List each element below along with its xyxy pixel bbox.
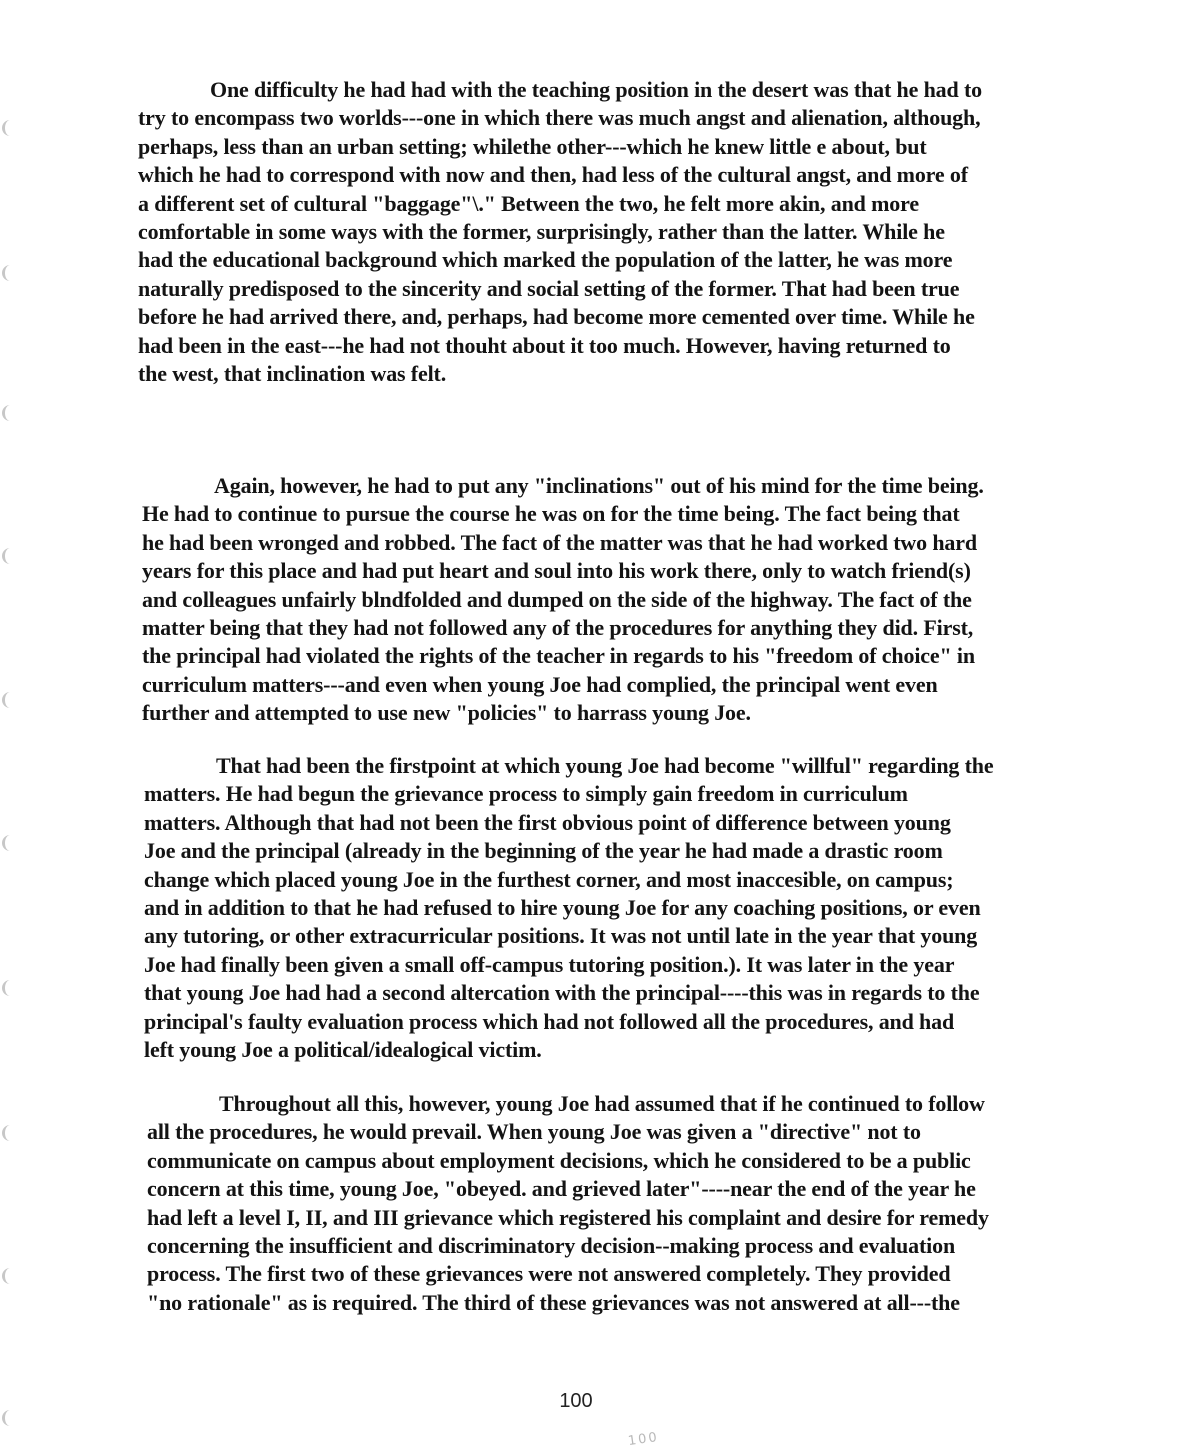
binder-hole-mark: [2, 1410, 15, 1426]
text-line: communicate on campus about employment decisions, which he considered to be a public: [147, 1147, 971, 1173]
text-line: curriculum matters---and even when young Joe had complied, the principal went even: [142, 671, 938, 697]
text-line: further and attempted to use new "policies" to harrass young Joe.: [142, 700, 751, 726]
text-line: try to encompass two worlds---one in which there was much angst and alienation, although,: [138, 105, 981, 131]
text-line: that young Joe had had a second altercation with the principal----this was in regards to the: [144, 980, 980, 1006]
text-line: principal's faulty evaluation process which had not followed all the procedures, and had: [144, 1008, 955, 1034]
body-paragraph-3: [144, 752, 1094, 1064]
text-line: all the procedures, he would prevail. When young Joe was given a "directive" not to: [147, 1119, 921, 1145]
text-line: had left a level I, II, and III grievance which registered his complaint and desire for remedy: [147, 1204, 989, 1230]
text-line: which he had to correspond with now and then, had less of the cultural angst, and more of: [138, 162, 968, 188]
text-line: and in addition to that he had refused to hire young Joe for any coaching positions, or even: [144, 895, 981, 921]
binder-hole-mark: [2, 548, 15, 564]
text-line: years for this place and had put heart and soul into his work there, only to watch friend(s): [142, 558, 971, 584]
binder-hole-mark: [2, 265, 15, 281]
text-line: "no rationale" as is required. The third of these grievances was not answered at all---the: [147, 1289, 960, 1315]
handwritten-page-mark: 100: [627, 1429, 660, 1450]
page-number: 100: [559, 1390, 593, 1412]
text-line: left young Joe a political/idealogical victim.: [144, 1037, 542, 1063]
binder-hole-mark: [2, 980, 15, 996]
text-line: and colleagues unfairly blndfolded and dumped on the side of the highway. The fact of the: [142, 586, 972, 612]
binder-hole-mark: [2, 1268, 15, 1284]
text-line: the principal had violated the rights of the teacher in regards to his "freedom of choice" in: [142, 643, 975, 669]
binder-hole-mark: [2, 692, 15, 708]
text-line: Joe had finally been given a small off-campus tutoring position.). It was later in the year: [144, 951, 955, 977]
text-line: he had been wronged and robbed. The fact of the matter was that he had worked two hard: [142, 529, 977, 555]
text-line: any tutoring, or other extracurricular positions. It was not until late in the year that young: [144, 923, 978, 949]
binder-hole-mark: [2, 120, 15, 136]
text-line: matter being that they had not followed any of the procedures for anything they did. First,: [142, 615, 974, 641]
text-line: had the educational background which marked the population of the latter, he was more: [138, 247, 953, 273]
body-paragraph-2: [142, 472, 1092, 728]
text-line: He had to continue to pursue the course he was on for the time being. The fact being that: [142, 501, 960, 527]
text-line: matters. Although that had not been the first obvious point of difference between young: [144, 809, 951, 835]
text-line: naturally predisposed to the sincerity and social setting of the former. That had been true: [138, 275, 960, 301]
text-line: comfortable in some ways with the former, surprisingly, rather than the latter. While he: [138, 219, 945, 245]
text-line: matters. He had begun the grievance process to simply gain freedom in curriculum: [144, 781, 908, 807]
text-line: before he had arrived there, and, perhaps, had become more cemented over time. While he: [138, 304, 975, 330]
text-line: had been in the east---he had not thouht about it too much. However, having returned to: [138, 332, 951, 358]
text-line: One difficulty he had had with the teaching position in the desert was that he had to: [210, 77, 982, 102]
binder-hole-mark: [2, 835, 15, 851]
body-paragraph-4: [147, 1090, 1097, 1317]
text-line: concerning the insufficient and discriminatory decision--making process and evaluation: [147, 1233, 956, 1259]
text-line: change which placed young Joe in the furthest corner, and most inaccesible, on campus;: [144, 866, 954, 892]
body-paragraph-1: [138, 76, 1098, 388]
text-line: perhaps, less than an urban setting; whilethe other---which he knew little e about, but: [138, 133, 927, 159]
binder-hole-mark: [2, 405, 15, 421]
binder-hole-mark: [2, 1125, 15, 1141]
text-line: Joe and the principal (already in the beginning of the year he had made a drastic room: [144, 838, 943, 864]
text-line: process. The first two of these grievances were not answered completely. They provided: [147, 1261, 951, 1287]
text-line: Again, however, he had to put any "inclinations" out of his mind for the time being.: [214, 473, 984, 498]
text-line: concern at this time, young Joe, "obeyed. and grieved later"----near the end of the year he: [147, 1176, 976, 1202]
text-line: the west, that inclination was felt.: [138, 361, 447, 387]
text-line: Throughout all this, however, young Joe had assumed that if he continued to follow: [219, 1091, 985, 1116]
text-line: That had been the firstpoint at which young Joe had become "willful" regarding the: [216, 753, 994, 778]
text-line: a different set of cultural "baggage"\." Between the two, he felt more akin, and more: [138, 190, 919, 216]
